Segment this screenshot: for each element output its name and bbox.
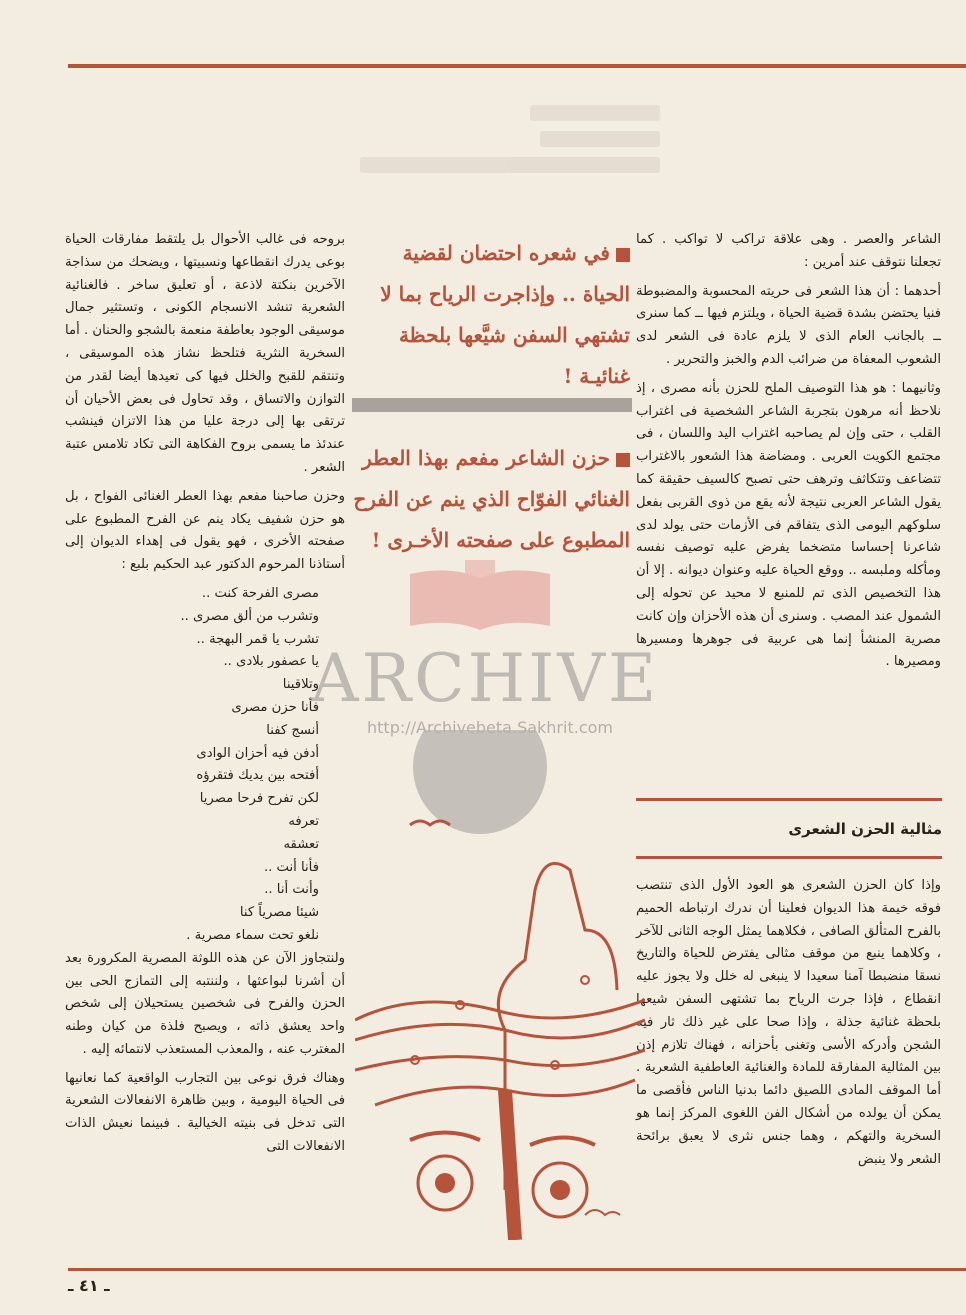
pull-quote-text: حزن الشاعر مفعم بهذا العطر الغنائي الفوّاح الذي ينم عن الفرح المطبوع على صفحته الأخـرى !: [353, 446, 630, 552]
poem-line: فأنا حزن مصرى: [231, 699, 319, 715]
article-column-right: [636, 229, 941, 680]
poem-line: تشرب يا قمر البهجة ..: [196, 631, 319, 647]
divider-bar: [352, 398, 632, 412]
poem-line: نلغو تحت سماء مصرية .: [186, 927, 319, 943]
poem: [65, 583, 319, 948]
paragraph: وهناك فرق نوعى بين التجارب الواقعية كما نعانيها فى الحياة اليومية ، وبين ظاهرة الانفعالات الشعرية التى تدخل فى بنيته الخيالية . فبينما نعيش الذات الانفعالات التى: [65, 1070, 345, 1155]
pull-quote: [350, 233, 630, 397]
paragraph: وإذا كان الحزن الشعرى هو العود الأول الذى تنتصب فوقه خيمة هذا الديوان فعلينا أن ندرك ارتباطه الحميم بالفرح المتألق الصافى ، فكلاهما يمثل الوجه الثانى للآخر ، وكلاهما ينبع من موقف مثالى يفترض للحياة والتاريخ نسقا منضبطا آمنا سعيدا لا ينبغى له خلل ولا يجوز عليه انقطاع ، فإذا جرت الرياح بما تشتهى السفن شيعها بلحظة غنائية جذلة ، وإذا صحا على غير ذلك ثار فيه الشجن وأدركه الأسى وتغنى بأحزانه ، فهناك تلازم إذن بين المثالية المفارقة للمادة والغنائية العاطفية الشعرية . أما الموقف المادى اللصيق دائما بدنيا الناس فأقصى ما يمكن أن يولده من أشكال الفن اللغوى المركز إنما هو السخرية والتهكم ، وهما جنس نثرى لا يعبق برائحة الشعر ولا ينبض: [636, 878, 941, 1167]
square-bullet-icon: [616, 248, 630, 262]
poem-line: وتلاقينا: [282, 677, 319, 693]
archive-logo-watermark: [395, 560, 565, 640]
section-heading: مثالية الحزن الشعرى: [788, 820, 942, 838]
bleed-through-heading: [300, 95, 660, 245]
poem-line: يا عصفور بلادى ..: [223, 654, 319, 670]
article-column-right-section: [636, 875, 941, 1177]
article-column-left: [65, 229, 345, 1165]
paragraph: بروحه فى غالب الأحوال بل يلتقط مفارقات الحياة بوعى يدرك انقطاعها ونسبيتها ، ويضحك من سذاجة الآخرين بنكتة لاذعة ، أو تعليق ساخر . فالغنائية الشعرية تنشد الانسجام الكونى ، وتستثير جمال موسيقى الوجود بعاطفة منعمة بالشجو والحنان . أما السخرية النثرية فتلحظ نشاز هذه الموسيقى ، وتنتقم للقبح والخلل فيها كى تعيدها أيضا لقدر من التوازن والاتساق ، وقد تحاول فى بعض الأحيان أن ترتقى بها إلى درجة عليا من هذا الاتزان فينشب عندئذ ما يسمى بروح الفكاهة التى تكاد تلامس عتبة الشعر .: [65, 232, 345, 475]
poem-line: وتشرب من ألق مصرى ..: [180, 608, 319, 624]
bottom-rule: [68, 1268, 966, 1271]
poem-line: أفتحه بين يديك فتقرؤه: [196, 768, 319, 784]
poem-line: لكن تفرح فرحا مصريا: [199, 791, 319, 807]
paragraph: وثانيهما : هو هذا التوصيف الملح للحزن بأنه مصرى ، إذ نلاحظ أنه مرهون بتجربة الشاعر الشخصية فى اغتراب القلب ، حتى وإن لم يصاحبه اغتراب اليد واللسان ، فى مجتمع الكويت العربى . ومضاضة هذا الشعور بالاغتراب تتضاعف وتتكاثف وترهف حتى تصبح كالسيف حقيقة كما يقول الشاعر العربى نتيجة لأنه يقع من ذوى القربى بفعل سلوكهم اليومى الذى يتفاقم فى الأزمات حتى يولد لدى شاعرنا إحساسا متضخما يفرض عليه توصيف نفسه ومأكله وملبسه .. ووقع الحياة عليه وعنوان ديوانه . إلا أن هذا التخصيص الذى تم للمنبع لا محيد عن تحوله إلى الشمول عند المصب . وسنرى أن هذه الأحزان وإن كانت مصرية المنشأ إنما هى عربية فى جوهرها ومسيرها ومصيرها .: [636, 380, 941, 670]
poem-line: مصرى الفرحة كنت ..: [201, 585, 319, 601]
square-bullet-icon: [616, 453, 630, 467]
line-illustration: [355, 730, 645, 1240]
watermark-title: ARCHIVE: [310, 640, 660, 717]
pull-quote: [350, 438, 630, 561]
paragraph: ولنتجاوز الآن عن هذه اللوثة المصرية المكرورة بعد أن أشرنا لبواعثها ، ولننتبه إلى التمازج الحى بين الحزن والفرح فى شخصين يستحيلان إلى شخص واحد يعشق ذاته ، ويصبح فلذة من كيان وطنه المغترب عنه ، والمعذب المستعذب لانتمائه إليه .: [65, 950, 345, 1057]
section-rule-bottom: [636, 856, 942, 859]
poem-line: شيئا مصرياً كنا: [239, 905, 319, 921]
poem-line: تعرفه: [288, 813, 319, 829]
top-rule: [68, 64, 966, 68]
paragraph: الشاعر والعصر . وهى علاقة تراكب لا تواكب . كما تجعلنا نتوقف عند أمرين :: [636, 232, 941, 270]
poem-line: فأنا أنت ..: [263, 859, 319, 875]
watermark-url: http://Archivebeta.Sakhrit.com: [367, 718, 613, 737]
pull-quote-text: في شعره احتضان لقضية الحياة .. وإذاجرت الرياح بما لا تشتهي السفن شيَّعها بلحظة غنائيـة !: [380, 241, 630, 388]
poem-line: وأنت أنا ..: [264, 882, 319, 898]
page-number: ـ ٤١ ـ: [68, 1276, 110, 1295]
poem-line: أنسج كفنا: [266, 722, 319, 738]
paragraph: أحدهما : أن هذا الشعر فى حريته المحسوبة والمضبوطة فنيا يحتضن بشدة قضية الحياة ، ويلتزم فيها ــ كما سنرى ــ بالجانب العام الذى لا يلزم عادة فى الشعر لدى الشعوب المعفاة من ضرائب الدم والخبز والتحرير .: [636, 283, 941, 367]
paragraph: وحزن صاحبنا مفعم بهذا العطر الغنائى الفواح ، بل هو حزن شفيف يكاد ينم عن الفرح المطبوع على صفحته الأخرى ، فهو يقول فى إهداء الديوان إلى أستاذنا المرحوم الدكتور عبد الحكيم بلبع :: [65, 488, 345, 573]
section-rule-top: [636, 798, 942, 801]
poem-line: أدفن فيه أحزان الوادى: [196, 745, 319, 761]
poem-line: تعشقه: [283, 836, 319, 852]
